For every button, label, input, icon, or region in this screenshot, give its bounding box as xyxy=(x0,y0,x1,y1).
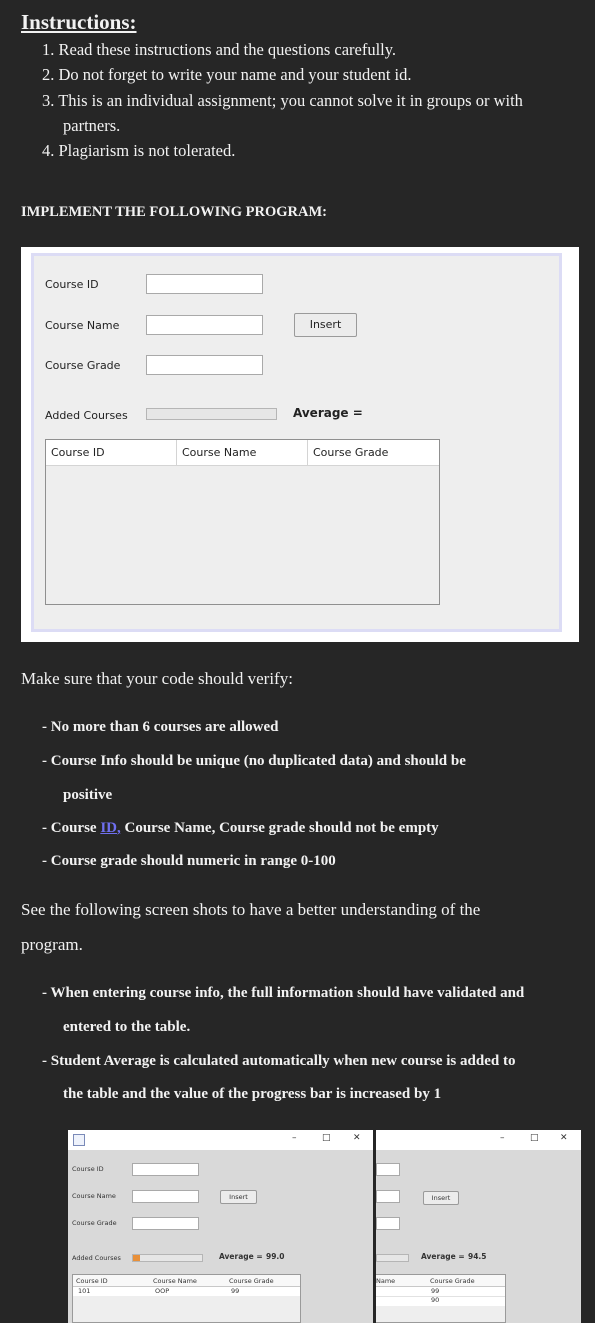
row-grade-1: 99 xyxy=(431,1287,440,1295)
rule-not-empty xyxy=(42,820,439,837)
average-value: 99.0 xyxy=(266,1252,285,1261)
course-grade-input[interactable] xyxy=(376,1217,400,1230)
column-header-course-id[interactable]: Course ID xyxy=(46,440,177,466)
section-title: IMPLEMENT THE FOLLOWING PROGRAM: xyxy=(21,204,327,220)
courses-table[interactable] xyxy=(45,439,440,605)
added-courses-progress xyxy=(146,408,277,420)
course-id-input[interactable] xyxy=(132,1163,199,1176)
rule-not-empty-a: - Course xyxy=(42,820,101,836)
rule-unique: - Course Info should be unique (no duplicated data) and should be xyxy=(42,753,466,769)
java-app-icon xyxy=(73,1134,85,1146)
insert-button[interactable]: Insert xyxy=(423,1191,459,1205)
column-header-course-grade[interactable]: Course Grade xyxy=(308,440,439,466)
verify-intro: Make sure that your code should verify: xyxy=(21,669,293,688)
column-header-course-grade[interactable]: Course Grade xyxy=(430,1277,475,1285)
instruction-1: 1. Read these instructions and the questions carefully. xyxy=(42,40,397,59)
maximize-icon[interactable]: □ xyxy=(322,1133,331,1143)
course-name-input[interactable] xyxy=(376,1190,400,1203)
rule-id-link[interactable]: ID xyxy=(100,820,117,836)
added-courses-progress xyxy=(132,1254,203,1262)
added-courses-label: Added Courses xyxy=(45,409,128,422)
column-header-course-name[interactable]: Course Name xyxy=(153,1277,197,1285)
close-icon[interactable]: ✕ xyxy=(353,1133,361,1143)
course-name-input[interactable] xyxy=(132,1190,199,1203)
course-id-input[interactable] xyxy=(376,1163,400,1176)
rule-unique-cont: positive xyxy=(63,787,113,803)
course-id-label: Course ID xyxy=(45,278,99,291)
added-courses-label: Added Courses xyxy=(72,1254,121,1262)
course-grade-label: Course Grade xyxy=(72,1219,117,1227)
course-grade-label: Course Grade xyxy=(45,359,121,372)
instruction-2: 2. Do not forget to write your name and your student id. xyxy=(42,65,412,84)
row-course-grade: 99 xyxy=(231,1287,240,1295)
added-courses-progress xyxy=(376,1254,409,1262)
table-row[interactable] xyxy=(376,1287,505,1296)
course-grade-input[interactable] xyxy=(146,355,263,375)
minimize-icon[interactable]: – xyxy=(500,1133,505,1143)
screens-intro-cont: program. xyxy=(21,935,83,954)
courses-table[interactable] xyxy=(72,1274,301,1323)
rule-not-empty-b: Course Name, Course grade should not be empty xyxy=(120,820,439,836)
column-header-course-name[interactable]: Name xyxy=(376,1277,396,1285)
course-grade-input[interactable] xyxy=(132,1217,199,1230)
screens-intro: See the following screen shots to have a better understanding of the xyxy=(21,900,481,919)
average-label: Average = xyxy=(293,406,363,420)
course-name-input[interactable] xyxy=(146,315,263,335)
row-course-name: OOP xyxy=(155,1287,170,1295)
average-label: Average = xyxy=(421,1252,465,1261)
instruction-3: 3. This is an individual assignment; you cannot solve it in groups or with xyxy=(42,91,523,110)
column-header-course-grade[interactable]: Course Grade xyxy=(229,1277,274,1285)
instructions-heading: Instructions: xyxy=(21,10,137,34)
row-grade-2: 90 xyxy=(431,1296,440,1304)
instruction-4: 4. Plagiarism is not tolerated. xyxy=(42,141,236,160)
row-course-id: 101 xyxy=(78,1287,91,1295)
course-name-label: Course Name xyxy=(45,319,120,332)
rule-max-courses: - No more than 6 courses are allowed xyxy=(42,719,279,735)
courses-table[interactable] xyxy=(376,1274,506,1323)
course-id-label: Course ID xyxy=(72,1165,104,1173)
course-id-input[interactable] xyxy=(146,274,263,294)
note-validation-cont: entered to the table. xyxy=(63,1019,191,1035)
progress-fill xyxy=(133,1255,140,1261)
average-value: 94.5 xyxy=(468,1252,487,1261)
rule-grade-range: - Course grade should numeric in range 0-100 xyxy=(42,853,336,869)
titlebar xyxy=(376,1130,581,1150)
column-header-course-id[interactable]: Course ID xyxy=(76,1277,108,1285)
column-header-course-name[interactable]: Course Name xyxy=(177,440,308,466)
instruction-3-cont: partners. xyxy=(63,116,121,135)
note-average-cont: the table and the value of the progress bar is increased by 1 xyxy=(63,1086,442,1102)
note-validation: - When entering course info, the full information should have validated and xyxy=(42,985,525,1001)
course-name-label: Course Name xyxy=(72,1192,116,1200)
rule-comma: , xyxy=(117,820,121,836)
screenshot-right xyxy=(376,1130,581,1323)
insert-button[interactable]: Insert xyxy=(220,1190,257,1204)
close-icon[interactable]: ✕ xyxy=(560,1133,568,1143)
minimize-icon[interactable]: – xyxy=(292,1133,297,1143)
average-label: Average = xyxy=(219,1252,263,1261)
table-row[interactable] xyxy=(73,1287,300,1296)
table-row[interactable] xyxy=(376,1296,505,1306)
note-average: - Student Average is calculated automatically when new course is added to xyxy=(42,1053,516,1069)
screenshot-left xyxy=(68,1130,373,1323)
insert-button[interactable]: Insert xyxy=(294,313,357,337)
maximize-icon[interactable]: □ xyxy=(530,1133,539,1143)
